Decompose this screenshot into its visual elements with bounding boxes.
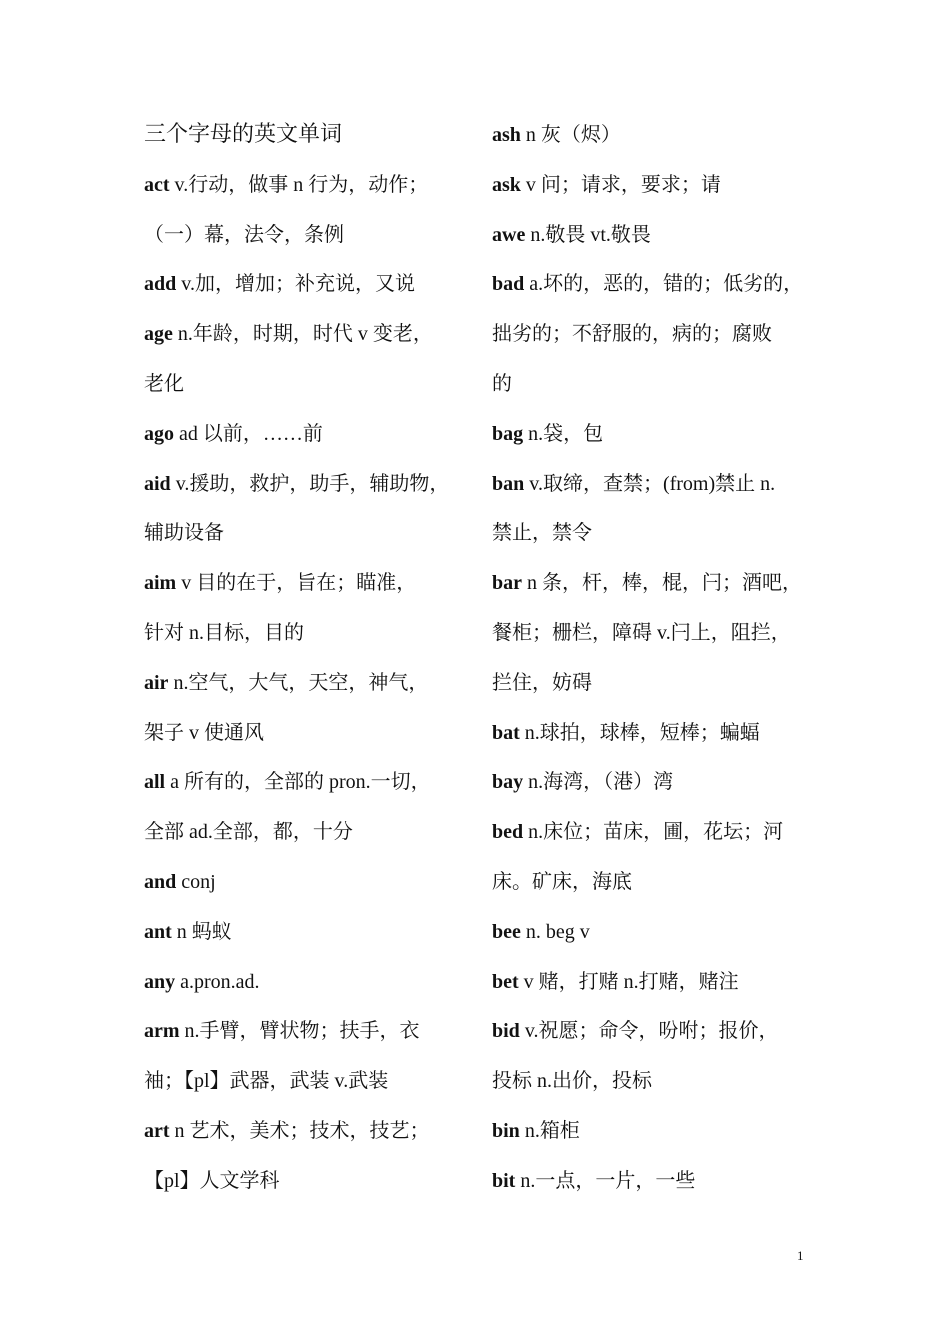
- entry-word: bag: [492, 422, 524, 445]
- entry-definition: a 所有的，全部的 pron.一切，: [165, 771, 431, 794]
- entry-definition: v 问；请求，要求；请: [520, 173, 721, 196]
- entry-definition: 【pl】人文学科: [144, 1169, 280, 1192]
- entry-line: [492, 1056, 814, 1106]
- entry-definition: 拙劣的；不舒服的，病的；腐败: [492, 323, 772, 346]
- entry-line: [492, 508, 814, 558]
- entry-definition: v.祝愿；命令，吩咐；报价，: [519, 1020, 779, 1043]
- entry-line: [144, 210, 466, 260]
- entry-word: bat: [492, 721, 520, 744]
- entry-definition: n 灰（烬）: [520, 124, 621, 146]
- entry-definition: 的: [492, 372, 512, 395]
- entry-definition: 床。矿床，海底: [492, 870, 632, 893]
- entry-line: [492, 359, 814, 409]
- entry-line: [492, 1006, 814, 1056]
- entry-line: [492, 608, 814, 658]
- entry-definition: 拦住，妨碍: [492, 671, 592, 694]
- entry-word: ash: [492, 124, 521, 146]
- entry-definition: n.一点，一片，一些: [515, 1169, 696, 1192]
- entry-definition: v.加，增加；补充说，又说: [176, 273, 415, 296]
- entry-word: arm: [144, 1020, 180, 1043]
- entry-word: bee: [492, 920, 521, 943]
- entry-word: bad: [492, 273, 525, 296]
- entry-line: [144, 708, 466, 758]
- entry-word: bit: [492, 1169, 516, 1192]
- entry-word: add: [144, 273, 177, 296]
- entry-definition: ad 以前，……前: [174, 422, 323, 445]
- entry-word: age: [144, 323, 173, 346]
- entry-line: [144, 359, 466, 409]
- entry-word: ban: [492, 472, 525, 495]
- entry-line: [144, 857, 466, 907]
- entry-line: [492, 309, 814, 359]
- entry-line: [492, 708, 814, 758]
- entry-line: [144, 409, 466, 459]
- entry-word: bed: [492, 821, 524, 844]
- entry-definition: n.箱柜: [519, 1119, 580, 1142]
- entry-word: ant: [144, 920, 172, 943]
- entry-line: [144, 757, 466, 807]
- entry-line: [144, 807, 466, 857]
- entry-word: ago: [144, 422, 174, 445]
- entry-definition: a.坏的，恶的，错的；低劣的，: [524, 273, 804, 296]
- entry-word: act: [144, 173, 170, 196]
- entry-line: [492, 1156, 814, 1206]
- entry-word: air: [144, 671, 169, 694]
- entry-definition: a.pron.ad.: [175, 970, 260, 993]
- entry-word: bin: [492, 1119, 520, 1142]
- entry-definition: n.海湾，（港）湾: [523, 771, 674, 794]
- entry-word: aim: [144, 572, 177, 595]
- entry-line: [144, 1156, 466, 1206]
- page-number: 1: [797, 1248, 804, 1263]
- entry-definition: 针对 n.目标，目的: [144, 621, 304, 644]
- entry-definition: 袖；【pl】武器，武装 v.武装: [144, 1070, 389, 1093]
- entry-word: art: [144, 1119, 170, 1142]
- entry-line: [492, 558, 814, 608]
- entry-word: awe: [492, 223, 526, 246]
- entry-word: aid: [144, 472, 171, 495]
- entry-definition: conj: [176, 870, 216, 893]
- entry-word: any: [144, 970, 176, 993]
- entry-line: [144, 1006, 466, 1056]
- entry-line: [492, 160, 814, 210]
- entry-definition: n.床位；苗床，圃，花坛；河: [523, 821, 784, 844]
- entry-line: [492, 409, 814, 459]
- entry-word: all: [144, 771, 166, 794]
- entry-definition: 架子 v 使通风: [144, 721, 264, 744]
- entry-definition: 辅助设备: [144, 522, 224, 545]
- entry-definition: 投标 n.出价，投标: [492, 1070, 652, 1093]
- right-column: [492, 110, 814, 1206]
- entry-definition: n.敬畏 vt.敬畏: [525, 223, 651, 246]
- entry-word: bet: [492, 970, 519, 993]
- entry-line: [144, 658, 466, 708]
- entry-definition: 全部 ad.全部，都，十分: [144, 821, 353, 844]
- entry-line: [492, 459, 814, 509]
- entry-line: [492, 210, 814, 260]
- entry-line: [492, 857, 814, 907]
- left-column: [144, 110, 466, 1206]
- entry-definition: n 蚂蚁: [171, 920, 232, 943]
- entry-definition: v.行动，做事 n 行为，动作；: [169, 173, 429, 196]
- entry-definition: n.空气，大气，天空，神气，: [168, 671, 429, 694]
- entry-line: [144, 1106, 466, 1156]
- entry-definition: v.取缔，查禁；(from)禁止 n.: [524, 472, 776, 495]
- entry-line: [492, 1106, 814, 1156]
- entry-definition: n.手臂，臂状物；扶手，衣: [179, 1020, 420, 1043]
- entry-definition: n 条，杆，棒，棍，闩；酒吧，: [522, 572, 802, 595]
- entry-line: [144, 508, 466, 558]
- entry-line: [144, 907, 466, 957]
- entry-line: [492, 110, 814, 160]
- entry-word: bar: [492, 572, 522, 595]
- entry-line: [144, 558, 466, 608]
- entry-line: [492, 757, 814, 807]
- entry-definition: v.援助，救护，助手，辅助物，: [170, 472, 450, 495]
- entry-definition: n.球拍，球棒，短棒；蝙蝠: [519, 721, 760, 744]
- entry-line: [492, 658, 814, 708]
- entry-definition: n.袋，包: [523, 422, 604, 445]
- entry-line: [492, 807, 814, 857]
- page-title: 三个字母的英文单词: [144, 122, 343, 147]
- entry-definition: v 目的在于，旨在；瞄准，: [176, 572, 417, 595]
- entry-line: [492, 907, 814, 957]
- entry-word: bay: [492, 771, 524, 794]
- entry-line: [492, 957, 814, 1007]
- entry-word: ask: [492, 173, 521, 196]
- entry-line: [144, 1056, 466, 1106]
- entry-line: [144, 957, 466, 1007]
- entry-definition: v 赌，打赌 n.打赌，赌注: [518, 970, 739, 993]
- entry-definition: n. beg v: [520, 920, 590, 943]
- entry-line: [144, 608, 466, 658]
- entry-line: [492, 259, 814, 309]
- entry-line: [144, 309, 466, 359]
- entry-line: [144, 259, 466, 309]
- entry-definition: 禁止，禁令: [492, 522, 592, 545]
- entry-definition: 老化: [144, 372, 184, 395]
- entry-definition: n 艺术，美术；技术，技艺；: [169, 1119, 430, 1142]
- entry-definition: n.年龄，时期，时代 v 变老，: [172, 323, 433, 346]
- entry-line: [144, 459, 466, 509]
- entry-definition: 餐柜；栅栏，障碍 v.闩上，阻拦，: [492, 621, 791, 644]
- entry-word: bid: [492, 1020, 520, 1043]
- entry-line: [144, 160, 466, 210]
- entry-word: and: [144, 870, 177, 893]
- entry-definition: （一）幕，法令，条例: [144, 223, 344, 246]
